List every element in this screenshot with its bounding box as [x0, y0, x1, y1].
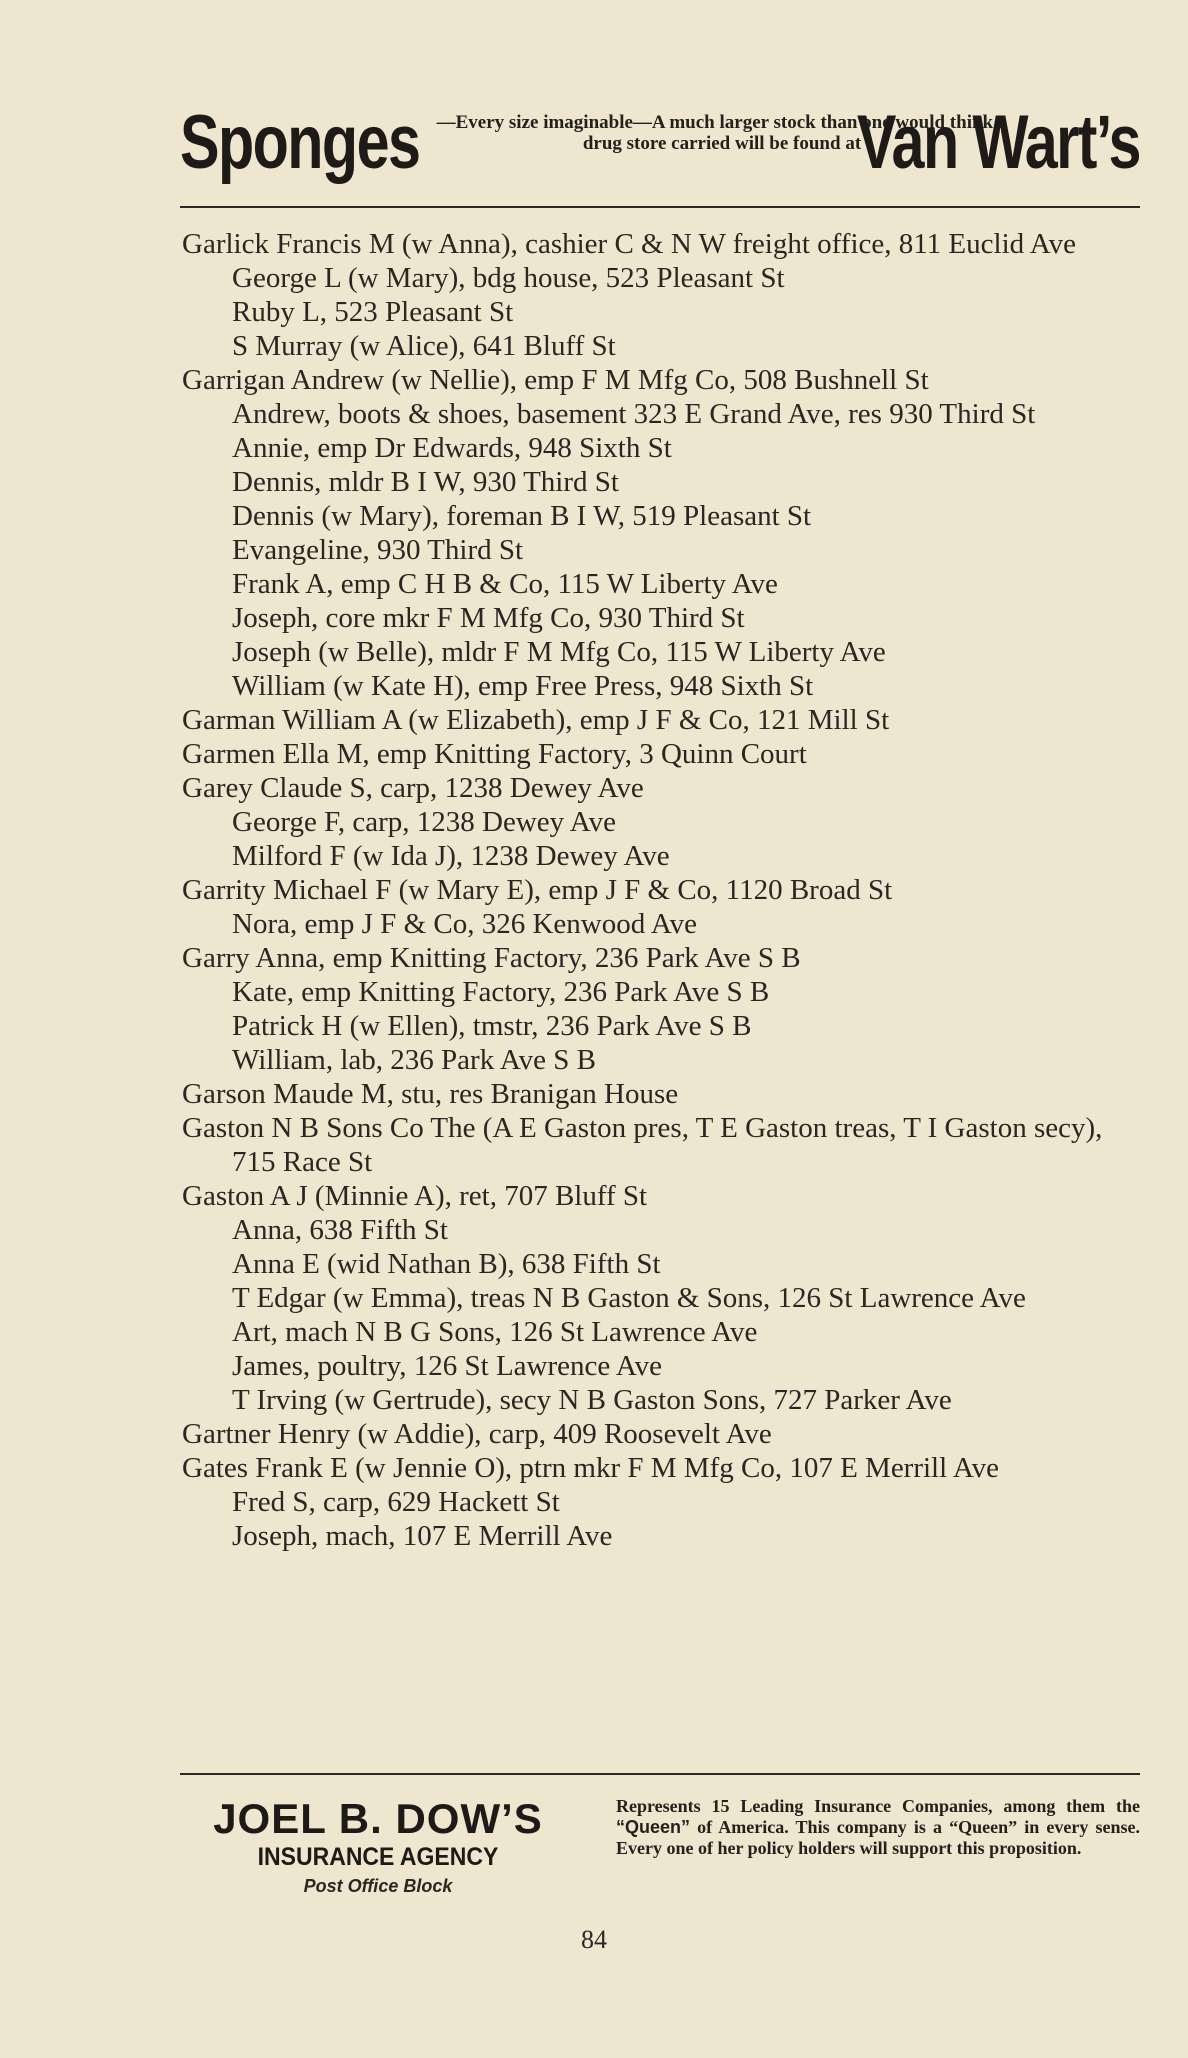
agency-owner-name: JOEL B. DOW’S: [213, 1795, 543, 1842]
agency-location: Post Office Block: [303, 1876, 453, 1896]
directory-sub-entry: Patrick H (w Ellen), tmstr, 236 Park Ave S B: [232, 1010, 752, 1042]
van-warts-heading: Van Wart’s: [856, 100, 1140, 185]
directory-sub-entry: T Irving (w Gertrude), secy N B Gaston Sons, 727 Parker Ave: [232, 1384, 952, 1416]
directory-listing: [182, 227, 1142, 1553]
directory-entry: Gaston A J (Minnie A), ret, 707 Bluff St: [182, 1180, 648, 1212]
directory-entry: Garson Maude M, stu, res Branigan House: [182, 1078, 679, 1110]
directory-entry: Garrity Michael F (w Mary E), emp J F & Co, 1120 Broad St: [182, 874, 893, 906]
directory-sub-entry: Milford F (w Ida J), 1238 Dewey Ave: [232, 840, 670, 872]
directory-sub-entry: George F, carp, 1238 Dewey Ave: [232, 806, 616, 838]
agency-description-start: Represents 15 Leading Insurance Companies, among them the: [616, 1796, 1140, 1816]
directory-sub-entry: Nora, emp J F & Co, 326 Kenwood Ave: [232, 908, 698, 940]
directory-entry: Gates Frank E (w Jennie O), ptrn mkr F M Mfg Co, 107 E Merrill Ave: [182, 1452, 999, 1484]
top-divider: [180, 206, 1140, 208]
bottom-divider: [180, 1773, 1140, 1775]
directory-sub-entry: Annie, emp Dr Edwards, 948 Sixth St: [232, 432, 672, 464]
directory-sub-entry: Joseph, mach, 107 E Merrill Ave: [232, 1520, 613, 1552]
directory-sub-entry: Kate, emp Knitting Factory, 236 Park Ave S B: [232, 976, 770, 1008]
directory-sub-entry: Anna, 638 Fifth St: [232, 1214, 448, 1246]
directory-entry: Gartner Henry (w Addie), carp, 409 Roosevelt Ave: [182, 1418, 772, 1450]
directory-sub-entry: Frank A, emp C H B & Co, 115 W Liberty Ave: [232, 568, 778, 600]
directory-sub-entry: Ruby L, 523 Pleasant St: [232, 296, 514, 328]
directory-sub-entry: George L (w Mary), bdg house, 523 Pleasant St: [232, 262, 785, 294]
directory-sub-entry: S Murray (w Alice), 641 Bluff St: [232, 330, 616, 362]
directory-entry: Garman William A (w Elizabeth), emp J F & Co, 121 Mill St: [182, 704, 890, 736]
directory-sub-entry: Fred S, carp, 629 Hackett St: [232, 1486, 560, 1518]
agency-description: [616, 1796, 1140, 1859]
directory-sub-entry: Art, mach N B G Sons, 126 St Lawrence Ave: [232, 1316, 758, 1348]
directory-sub-entry: James, poultry, 126 St Lawrence Ave: [232, 1350, 663, 1382]
page-number: 84: [581, 1925, 607, 1954]
directory-entry: Garrigan Andrew (w Nellie), emp F M Mfg Co, 508 Bushnell St: [182, 364, 929, 396]
directory-sub-entry: Joseph (w Belle), mldr F M Mfg Co, 115 W Liberty Ave: [232, 636, 886, 668]
directory-sub-entry: Anna E (wid Nathan B), 638 Fifth St: [232, 1248, 661, 1280]
directory-sub-entry: Andrew, boots & shoes, basement 323 E Grand Ave, res 930 Third St: [232, 398, 1036, 430]
footer-advertisement: [178, 1790, 1140, 1900]
directory-sub-entry: Dennis, mldr B I W, 930 Third St: [232, 466, 619, 498]
directory-entry: Garey Claude S, carp, 1238 Dewey Ave: [182, 772, 644, 804]
agency-title: INSURANCE AGENCY: [257, 1843, 499, 1871]
directory-sub-entry: Dennis (w Mary), foreman B I W, 519 Pleasant St: [232, 500, 812, 532]
directory-entry: Garry Anna, emp Knitting Factory, 236 Park Ave S B: [182, 942, 801, 974]
directory-sub-entry: T Edgar (w Emma), treas N B Gaston & Sons, 126 St Lawrence Ave: [232, 1282, 1026, 1314]
directory-entry: Gaston N B Sons Co The (A E Gaston pres, T E Gaston treas, T I Gaston secy), 715 Race St: [182, 1112, 1103, 1178]
directory-sub-entry: William (w Kate H), emp Free Press, 948 Sixth St: [232, 670, 814, 702]
header-advertisement: [180, 98, 1140, 198]
directory-entry: Garlick Francis M (w Anna), cashier C & N W freight office, 811 Euclid Ave: [182, 228, 1076, 260]
directory-entry: Garmen Ella M, emp Knitting Factory, 3 Quinn Court: [182, 738, 807, 770]
sponges-heading: Sponges: [180, 100, 420, 185]
directory-sub-entry: Evangeline, 930 Third St: [232, 534, 524, 566]
directory-sub-entry: William, lab, 236 Park Ave S B: [232, 1044, 596, 1076]
agency-description-end: of America. This company is a “Queen” in every sense. Every one of her policy holders will support this proposition.: [616, 1817, 1140, 1858]
queen-mark: “Queen”: [616, 1817, 691, 1837]
directory-sub-entry: Joseph, core mkr F M Mfg Co, 930 Third St: [232, 602, 745, 634]
advert-blurb: —Every size imaginable—A much larger stock than one would think a drug store carried will be found at: [436, 112, 1008, 154]
